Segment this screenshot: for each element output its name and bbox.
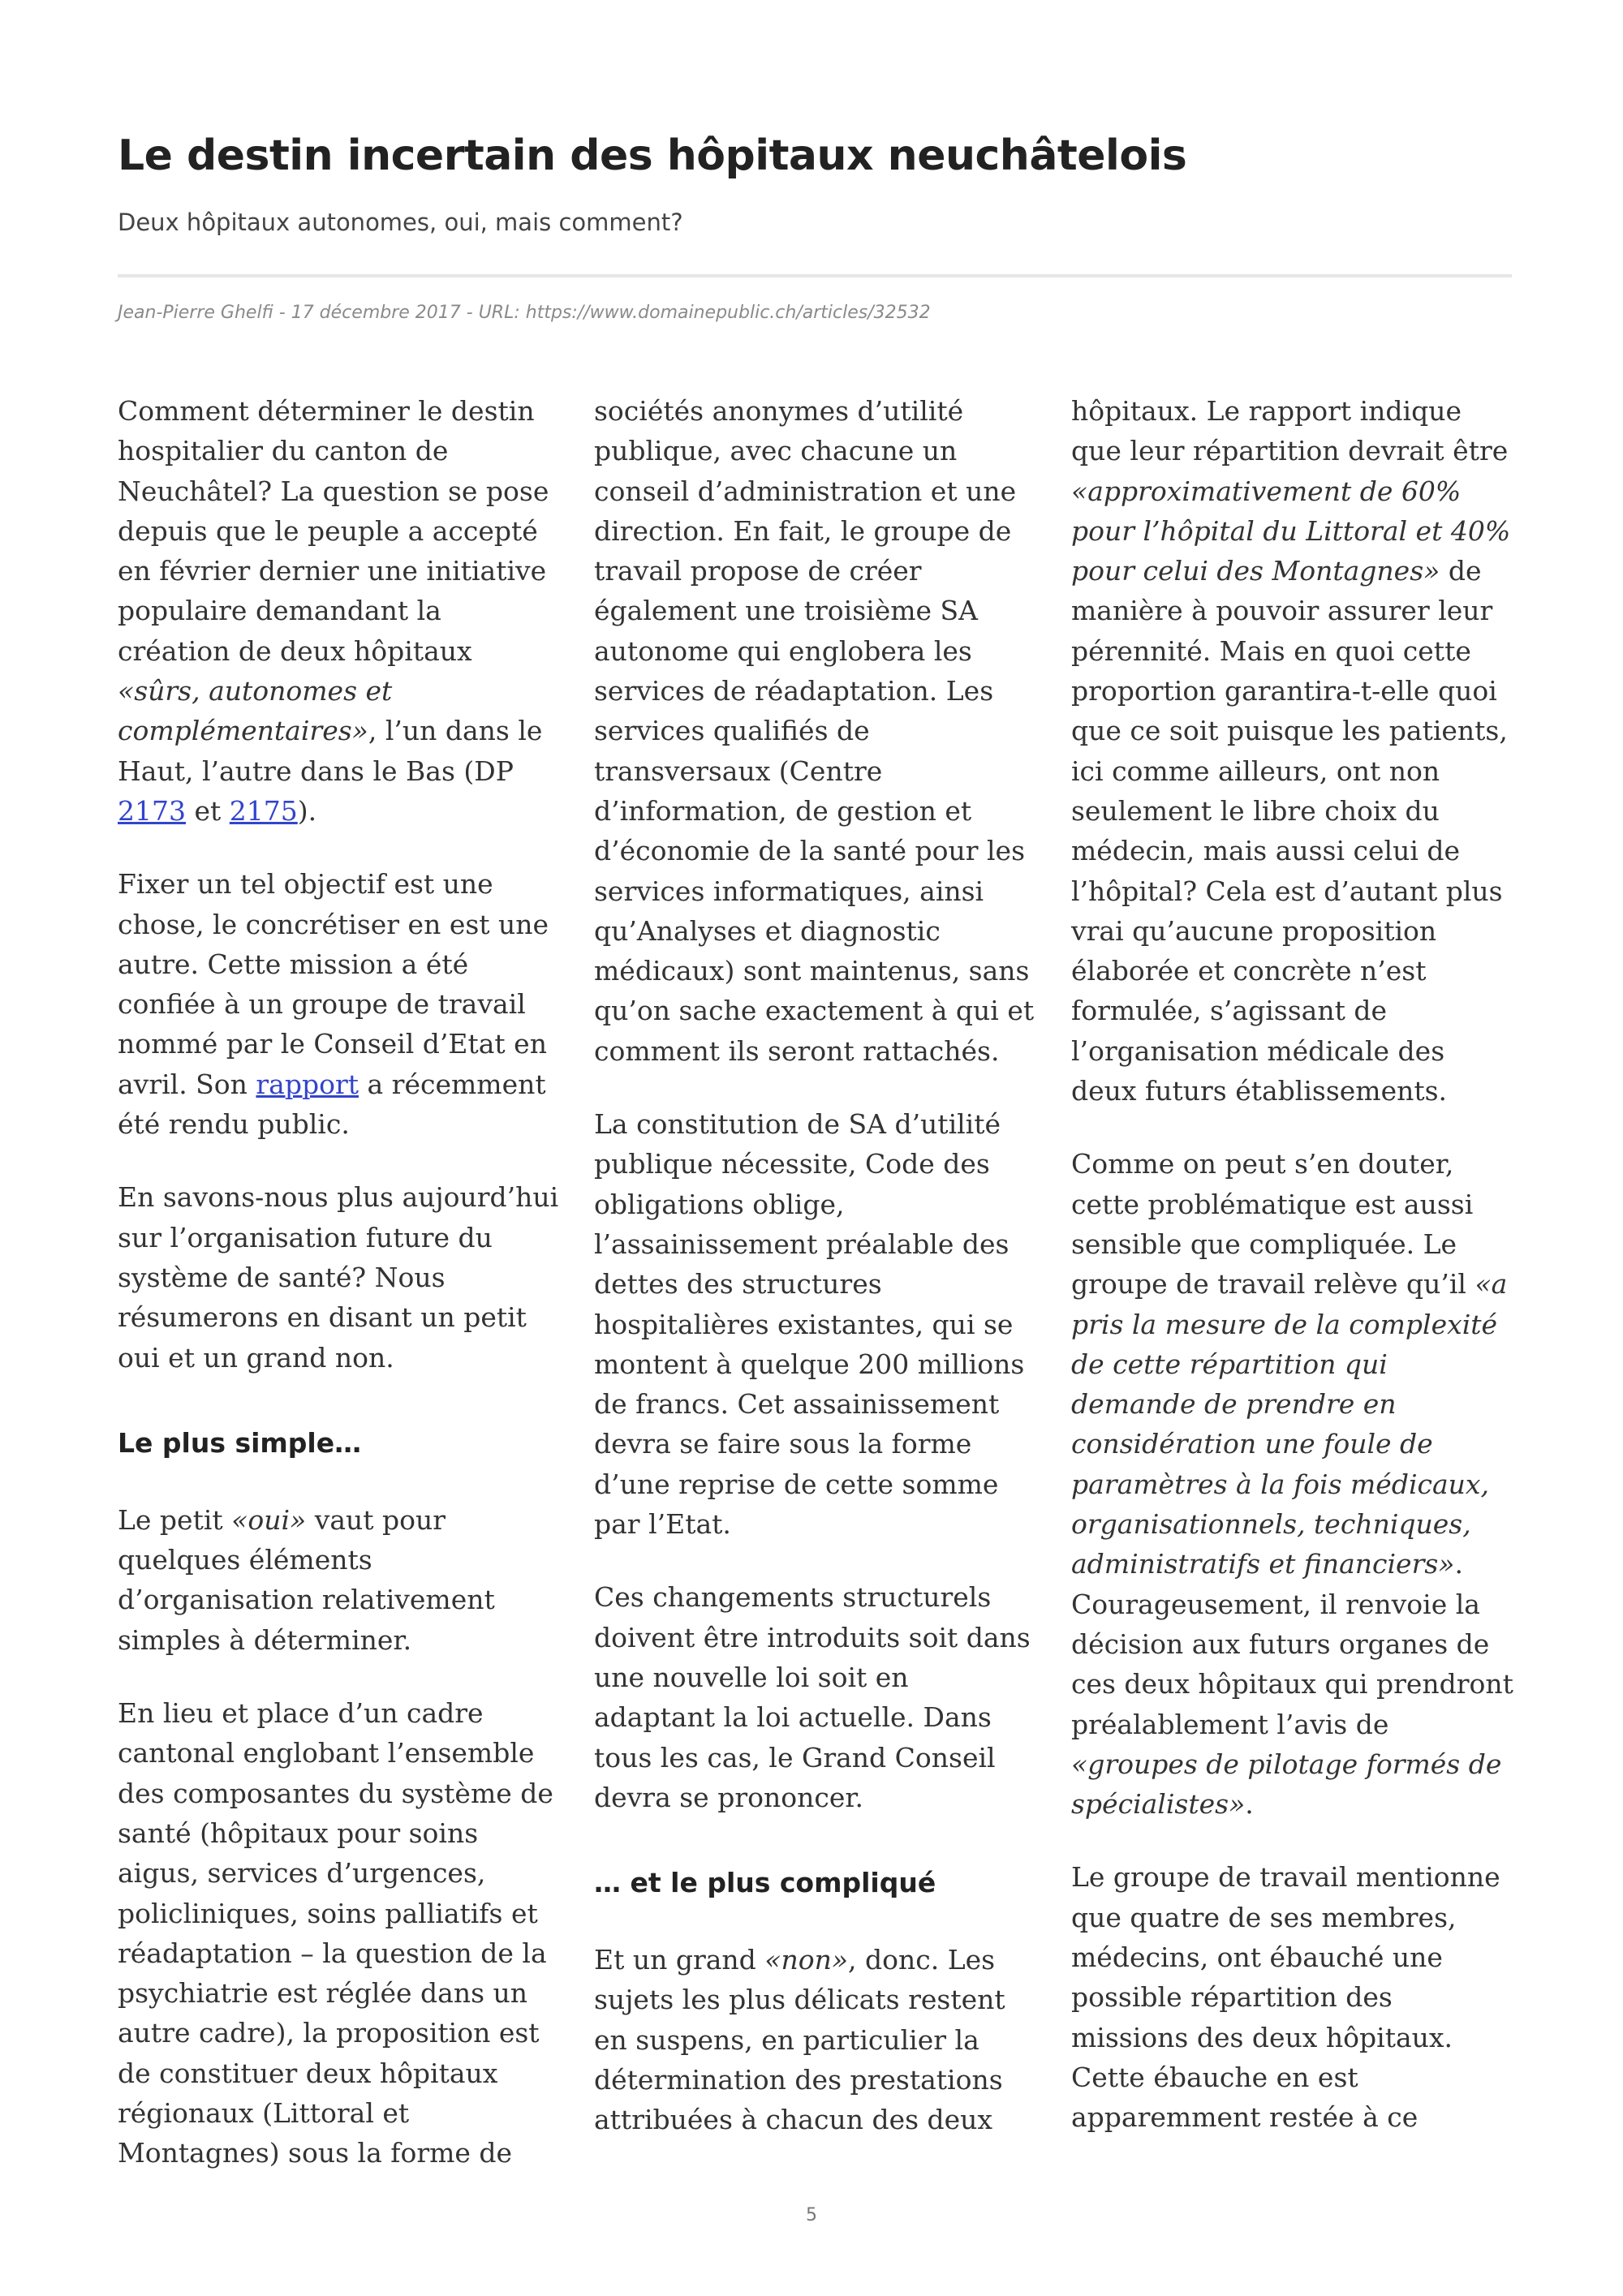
text-column-2 bbox=[594, 391, 1036, 2173]
article-title: Le destin incertain des hôpitaux neuchâtelois bbox=[118, 131, 1187, 180]
text: Et un grand bbox=[594, 1944, 765, 1976]
text: a récemment été rendu public. bbox=[118, 1068, 546, 1141]
paragraph: En lieu et place d’un cadre cantonal englobant l’ensemble des composantes du système de santé (hôpitaux pour soins aigus, services d’urgences, policliniques, soins palliatifs et réadaptation – la question de la psychiatrie est réglée dans un autre cadre), la proposition est de constituer deux hôpitaux régionaux (Littoral et Montagnes) sous la forme de bbox=[118, 1697, 553, 2169]
paragraph bbox=[1071, 391, 1513, 1111]
article-subtitle: Deux hôpitaux autonomes, oui, mais comment? bbox=[118, 209, 683, 236]
paragraph bbox=[118, 1500, 560, 1660]
paragraph bbox=[594, 1940, 1036, 2139]
quote: «sûrs, autonomes et complémentaires» bbox=[118, 675, 393, 747]
paragraph: En savons-nous plus aujourd’hui sur l’organisation future du système de santé? Nous résumerons en disant un petit oui et un grand non. bbox=[118, 1181, 559, 1374]
quote: «oui» bbox=[231, 1503, 307, 1536]
paragraph: Le groupe de travail mentionne que quatre de ses membres, médecins, ont ébauché une possible répartition des missions des deux hôpitaux. Cette ébauche en est apparemment restée à ce bbox=[1071, 1861, 1500, 2134]
paragraph bbox=[118, 864, 560, 1144]
link-dp-2175[interactable]: 2175 bbox=[229, 794, 298, 827]
text: vaut pour quelques éléments d’organisation relativement simples à déterminer. bbox=[118, 1503, 495, 1656]
quote: «groupes de pilotage formés de spécialistes» bbox=[1071, 1748, 1502, 1821]
text: . Courageusement, il renvoie la décision aux futurs organes de ces deux hôpitaux qui prendront préalablement l’avis de bbox=[1071, 1548, 1513, 1740]
page-number: 5 bbox=[806, 2205, 817, 2225]
text: , donc. Les sujets les plus délicats restent en suspens, en particulier la détermination des prestations attribuées à chacun des deux bbox=[594, 1944, 1005, 2136]
text: hôpitaux. Le rapport indique que leur répartition devrait être bbox=[1071, 395, 1509, 467]
text-column-3 bbox=[1071, 391, 1513, 2170]
paragraph: sociétés anonymes d’utilité publique, avec chacune un conseil d’administration et une direction. En fait, le groupe de travail propose de créer également une troisième SA autonome qui englobera les services de réadaptation. Les services qualifiés de transversaux (Centre d’information, de gestion et d’économie de la santé pour les services informatiques, ainsi qu’Analyses et diagnostic médicaux) sont maintenus, sans qu’on sache exactement à qui et comment ils seront rattachés. bbox=[594, 395, 1035, 1067]
text: Comme on peut s’en douter, cette problématique est aussi sensible que compliquée. Le groupe de travail relève qu’il bbox=[1071, 1148, 1475, 1301]
article-meta: Jean-Pierre Ghelfi - 17 décembre 2017 - URL: https://www.domainepublic.ch/articles/32532 bbox=[118, 303, 931, 323]
section-heading: Le plus simple… bbox=[118, 1426, 362, 1459]
text: , l’un dans le Haut, l’autre dans le Bas (DP bbox=[118, 715, 543, 787]
text: Comment déterminer le destin hospitalier du canton de Neuchâtel? La question se pose depuis que le peuple a accepté en février dernier une initiative populaire demandant la création de deux hôpitaux bbox=[118, 395, 549, 667]
section-heading: … et le plus compliqué bbox=[594, 1867, 936, 1899]
text: Le petit bbox=[118, 1503, 232, 1536]
paragraph: La constitution de SA d’utilité publique nécessite, Code des obligations oblige, l’assainissement préalable des dettes des structures hospitalières existantes, qui se montent à quelque 200 millions de francs. Cet assainissement devra se faire sous la forme d’une reprise de cette somme par l’Etat. bbox=[594, 1108, 1025, 1541]
text: et bbox=[185, 794, 230, 827]
text: ). bbox=[297, 794, 317, 827]
link-rapport[interactable]: rapport bbox=[256, 1068, 359, 1100]
paragraph bbox=[118, 391, 560, 831]
paragraph bbox=[1071, 1144, 1513, 1824]
text: de manière à pouvoir assurer leur pérennité. Mais en quoi cette proportion garantira-t-elle quoi que ce soit puisque les patients, ici comme ailleurs, ont non seulement le libre choix du médecin, mais aussi celui de l’hôpital? Cela est d’autant plus vrai qu’aucune proposition élaborée et concrète n’est formulée, s’agissant de l’organisation médicale des deux futurs établissements. bbox=[1071, 555, 1508, 1107]
divider bbox=[118, 274, 1512, 277]
link-dp-2173[interactable]: 2173 bbox=[118, 794, 186, 827]
text: . bbox=[1245, 1788, 1254, 1821]
text-column-1 bbox=[118, 391, 560, 2207]
paragraph: Ces changements structurels doivent être introduits soit dans une nouvelle loi soit en adaptant la loi actuelle. Dans tous les cas, le Grand Conseil devra se prononcer. bbox=[594, 1581, 1031, 1813]
quote: «a pris la mesure de la complexité de cette répartition qui demande de prendre en considération une foule de paramètres à la fois médicaux, organisationnels, techniques, administratifs et financiers» bbox=[1071, 1268, 1508, 1580]
quote: «approximativement de 60% pour l’hôpital du Littoral et 40% pour celui des Montagnes» bbox=[1071, 475, 1511, 587]
quote: «non» bbox=[764, 1944, 849, 1976]
text: Fixer un tel objectif est une chose, le concrétiser en est une autre. Cette mission a été confiée à un groupe de travail nommé par le Conseil d’Etat en avril. Son bbox=[118, 868, 549, 1100]
